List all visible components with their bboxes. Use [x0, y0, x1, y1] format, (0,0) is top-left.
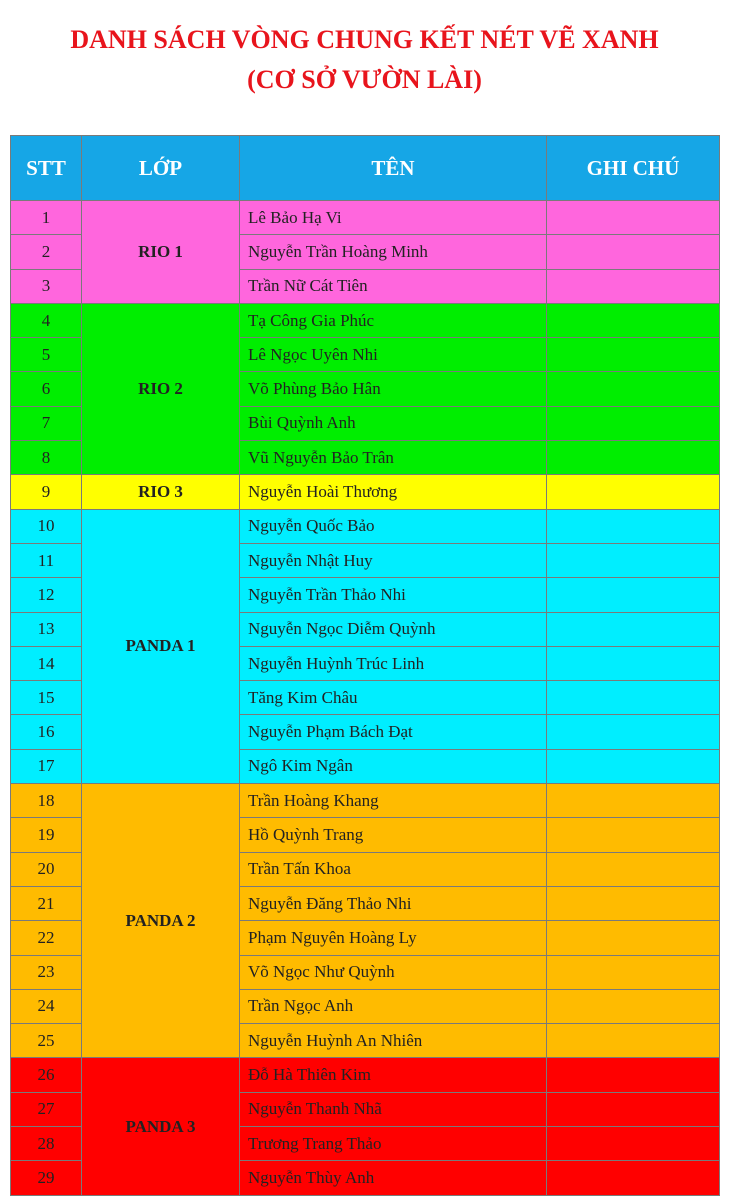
row-note — [547, 406, 720, 440]
row-stt: 8 — [11, 441, 82, 475]
class-group-label: RIO 3 — [82, 475, 240, 509]
row-stt: 17 — [11, 749, 82, 783]
row-student-name: Võ Ngọc Như Quỳnh — [240, 955, 547, 989]
row-note — [547, 1161, 720, 1195]
header-note: GHI CHÚ — [547, 136, 720, 201]
row-note — [547, 509, 720, 543]
row-student-name: Nguyễn Thùy Anh — [240, 1161, 547, 1195]
row-student-name: Lê Bảo Hạ Vi — [240, 201, 547, 235]
row-stt: 3 — [11, 269, 82, 303]
row-stt: 13 — [11, 612, 82, 646]
row-stt: 4 — [11, 303, 82, 337]
row-note — [547, 818, 720, 852]
row-note — [547, 372, 720, 406]
table-row — [11, 509, 720, 543]
row-stt: 7 — [11, 406, 82, 440]
row-note — [547, 852, 720, 886]
row-student-name: Nguyễn Thanh Nhã — [240, 1092, 547, 1126]
header-name: TÊN — [240, 136, 547, 201]
row-stt: 21 — [11, 886, 82, 920]
table-body — [11, 201, 720, 1196]
row-stt: 29 — [11, 1161, 82, 1195]
row-student-name: Nguyễn Trần Thảo Nhi — [240, 578, 547, 612]
finalist-table — [10, 135, 720, 1196]
row-stt: 26 — [11, 1058, 82, 1092]
row-stt: 6 — [11, 372, 82, 406]
row-note — [547, 1127, 720, 1161]
row-note — [547, 303, 720, 337]
row-stt: 16 — [11, 715, 82, 749]
row-student-name: Nguyễn Huỳnh Trúc Linh — [240, 646, 547, 680]
row-note — [547, 955, 720, 989]
row-note — [547, 475, 720, 509]
row-student-name: Nguyễn Hoài Thương — [240, 475, 547, 509]
table-row — [11, 475, 720, 509]
row-student-name: Nguyễn Huỳnh An Nhiên — [240, 1024, 547, 1058]
row-note — [547, 715, 720, 749]
class-group-label: PANDA 1 — [82, 509, 240, 783]
table-row — [11, 784, 720, 818]
row-student-name: Nguyễn Quốc Bảo — [240, 509, 547, 543]
row-stt: 15 — [11, 681, 82, 715]
row-student-name: Tạ Công Gia Phúc — [240, 303, 547, 337]
row-stt: 22 — [11, 921, 82, 955]
row-student-name: Võ Phùng Bảo Hân — [240, 372, 547, 406]
row-stt: 19 — [11, 818, 82, 852]
row-student-name: Hồ Quỳnh Trang — [240, 818, 547, 852]
class-group-label: PANDA 3 — [82, 1058, 240, 1195]
row-note — [547, 578, 720, 612]
row-note — [547, 784, 720, 818]
row-student-name: Nguyễn Ngọc Diễm Quỳnh — [240, 612, 547, 646]
row-student-name: Nguyễn Phạm Bách Đạt — [240, 715, 547, 749]
table-row — [11, 303, 720, 337]
row-student-name: Đỗ Hà Thiên Kim — [240, 1058, 547, 1092]
document-subtitle: (CƠ SỞ VƯỜN LÀI) — [247, 65, 482, 94]
row-student-name: Trần Tấn Khoa — [240, 852, 547, 886]
row-stt: 12 — [11, 578, 82, 612]
row-student-name: Trương Trang Thảo — [240, 1127, 547, 1161]
row-note — [547, 441, 720, 475]
row-stt: 14 — [11, 646, 82, 680]
row-note — [547, 681, 720, 715]
class-group-label: RIO 2 — [82, 303, 240, 474]
row-note — [547, 543, 720, 577]
row-student-name: Vũ Nguyễn Bảo Trân — [240, 441, 547, 475]
row-note — [547, 989, 720, 1023]
row-student-name: Nguyễn Đăng Thảo Nhi — [240, 886, 547, 920]
row-stt: 24 — [11, 989, 82, 1023]
row-stt: 18 — [11, 784, 82, 818]
row-note — [547, 201, 720, 235]
row-note — [547, 338, 720, 372]
row-student-name: Lê Ngọc Uyên Nhi — [240, 338, 547, 372]
row-stt: 25 — [11, 1024, 82, 1058]
row-stt: 10 — [11, 509, 82, 543]
row-note — [547, 646, 720, 680]
row-stt: 23 — [11, 955, 82, 989]
row-note — [547, 269, 720, 303]
table-row — [11, 201, 720, 235]
row-note — [547, 612, 720, 646]
header-class: LỚP — [82, 136, 240, 201]
row-student-name: Trần Nữ Cát Tiên — [240, 269, 547, 303]
table-header-row — [11, 136, 720, 201]
row-stt: 2 — [11, 235, 82, 269]
row-student-name: Ngô Kim Ngân — [240, 749, 547, 783]
row-student-name: Tăng Kim Châu — [240, 681, 547, 715]
header-stt: STT — [11, 136, 82, 201]
row-note — [547, 1058, 720, 1092]
row-note — [547, 1024, 720, 1058]
row-note — [547, 1092, 720, 1126]
row-stt: 1 — [11, 201, 82, 235]
row-student-name: Bùi Quỳnh Anh — [240, 406, 547, 440]
row-stt: 9 — [11, 475, 82, 509]
row-student-name: Nguyễn Nhật Huy — [240, 543, 547, 577]
document-title: DANH SÁCH VÒNG CHUNG KẾT NÉT VẼ XANH — [70, 25, 659, 54]
row-note — [547, 886, 720, 920]
row-student-name: Nguyễn Trần Hoàng Minh — [240, 235, 547, 269]
row-note — [547, 921, 720, 955]
row-student-name: Trần Ngọc Anh — [240, 989, 547, 1023]
row-stt: 20 — [11, 852, 82, 886]
table-row — [11, 1058, 720, 1092]
row-stt: 11 — [11, 543, 82, 577]
row-stt: 27 — [11, 1092, 82, 1126]
class-group-label: PANDA 2 — [82, 784, 240, 1058]
row-note — [547, 235, 720, 269]
row-stt: 5 — [11, 338, 82, 372]
class-group-label: RIO 1 — [82, 201, 240, 304]
row-note — [547, 749, 720, 783]
row-stt: 28 — [11, 1127, 82, 1161]
row-student-name: Trần Hoàng Khang — [240, 784, 547, 818]
row-student-name: Phạm Nguyên Hoàng Ly — [240, 921, 547, 955]
